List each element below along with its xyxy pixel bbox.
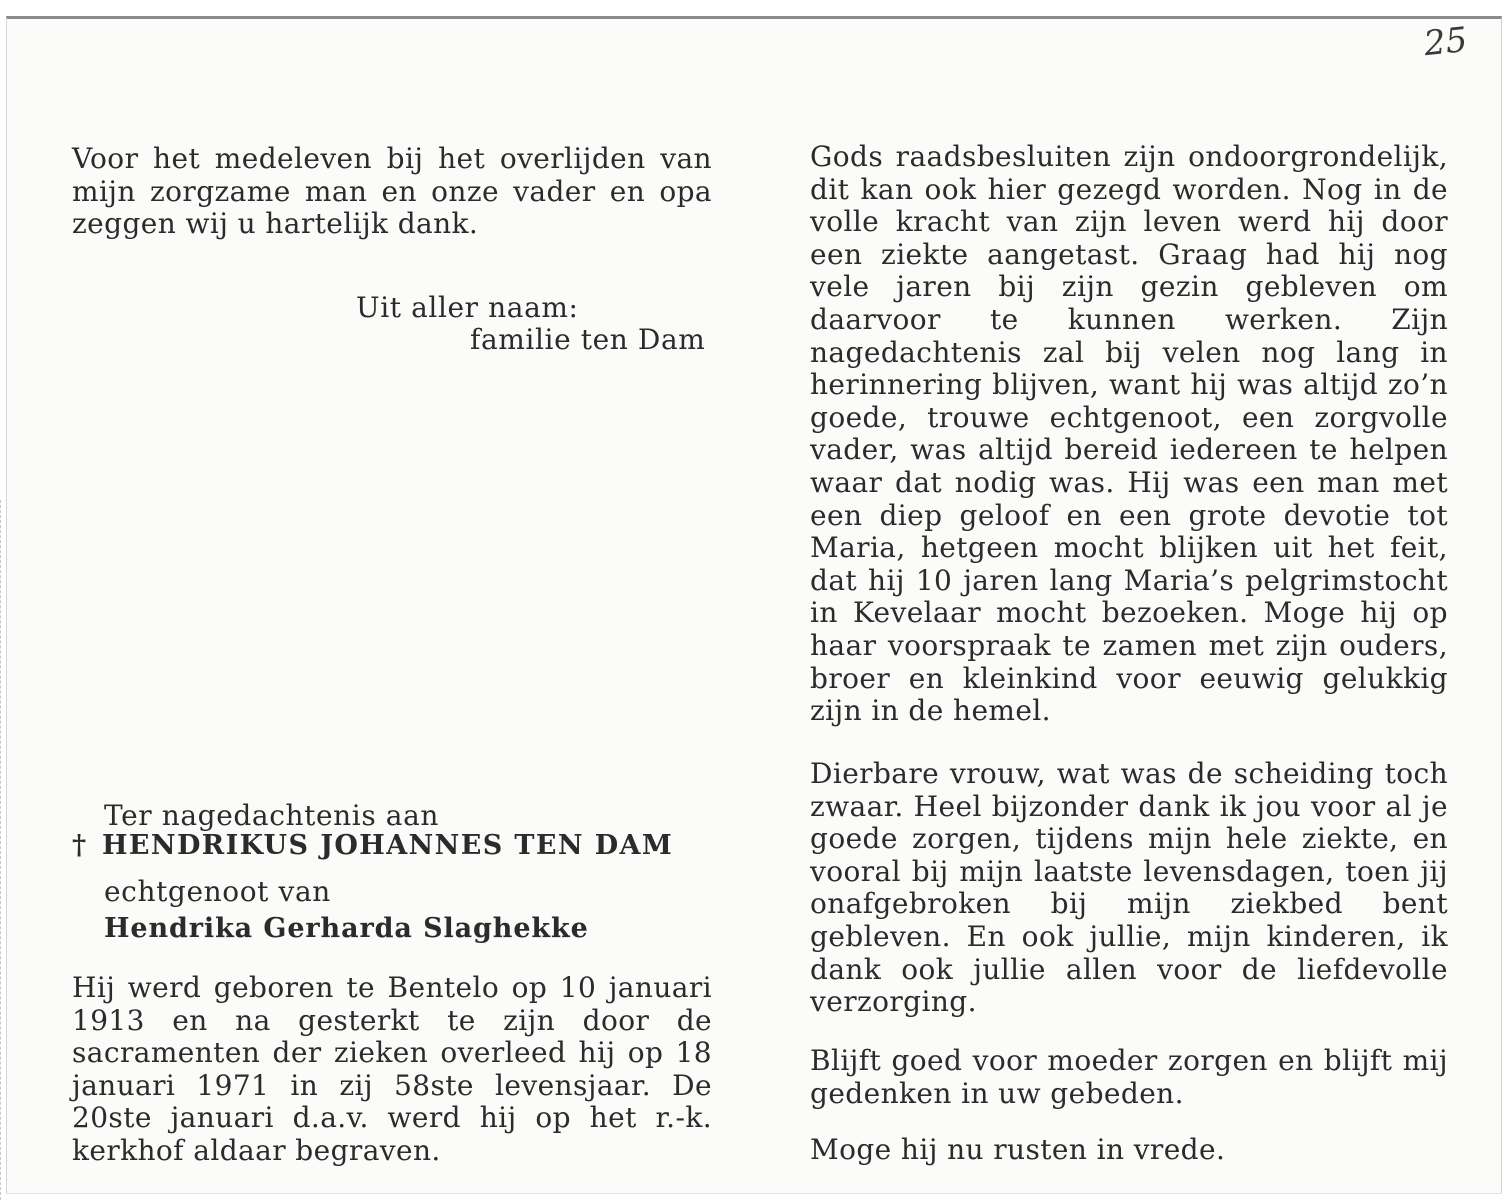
thanks-section bbox=[72, 143, 712, 241]
deceased-name: HENDRIKUS JOHANNES TEN DAM bbox=[102, 830, 674, 861]
tribute-paragraph-2: Dierbare vrouw, wat was de scheiding toch zwaar. Heel bijzonder dank ik jou voor al je goede zorgen, tijdens mijn hele ziekte, en vooral bij mijn laatste levensdagen, toen jij onafgebroken bij mijn ziekbed bent gebleven. En ook jullie, mijn kinderen, ik dank ook jullie allen voor de liefdevolle verzorging. bbox=[810, 757, 1448, 1019]
closing-section bbox=[810, 1134, 1448, 1167]
tribute-paragraph-1: Gods raadsbesluiten zijn ondoorgrondelijk, dit kan ook hier gezegd worden. Nog in de volle kracht van zijn leven werd hij door een ziekte aangetast. Graag had hij nog vele jaren bij zijn gezin gebleven om daarvoor te kunnen werken. Zijn nagedachtenis zal bij velen nog lang in herinnering blijven, want hij was altijd zo’n goede, trouwe echtgenoot, een zorgvolle vader, was altijd bereid iedereen te helpen waar dat nodig was. Hij was een man met een diep geloof en een grote devotie tot Maria, hetgeen mocht blijken uit het feit, dat hij 10 jaren lang Maria’s pelgrimstocht in Kevelaar mocht bezoeken. Moge hij op haar voorspraak te zamen met zijn ouders, broer en kleinkind voor eeuwig gelukkig zijn in de hemel. bbox=[810, 140, 1448, 728]
tribute-paragraph-3: Blijft goed voor moeder zorgen en blijft mij gedenken in uw gebeden. bbox=[810, 1044, 1448, 1110]
handwritten-page-number: 25 bbox=[1422, 19, 1470, 65]
deceased-name-line bbox=[72, 828, 673, 864]
signature-line-1: Uit aller naam: bbox=[356, 291, 579, 324]
tribute-paragraph-4: Moge hij nu rusten in vrede. bbox=[810, 1133, 1226, 1166]
farewell-section bbox=[810, 758, 1448, 1019]
tribute-section bbox=[810, 141, 1448, 728]
cross-icon: † bbox=[72, 830, 88, 861]
signature-line-2: familie ten Dam bbox=[470, 323, 706, 356]
spouse-name: Hendrika Gerharda Slaghekke bbox=[104, 913, 589, 944]
relation-text: echtgenoot van bbox=[104, 875, 331, 908]
request-section bbox=[810, 1045, 1448, 1110]
bio-text: Hij werd geboren te Bentelo op 10 januari 1913 en na gesterkt te zijn door de sacramenten der zieken overleed hij op 18 januari 1971 in zij 58ste levensjaar. De 20ste januari d.a.v. werd hij op het r.-k. kerkhof aldaar begraven. bbox=[72, 971, 712, 1167]
bio-section bbox=[72, 972, 712, 1168]
thanks-text: Voor het medeleven bij het overlijden van mijn zorgzame man en onze vader en opa zeggen wij u hartelijk dank. bbox=[72, 142, 712, 241]
memorial-intro: Ter nagedachtenis aan bbox=[104, 799, 440, 832]
